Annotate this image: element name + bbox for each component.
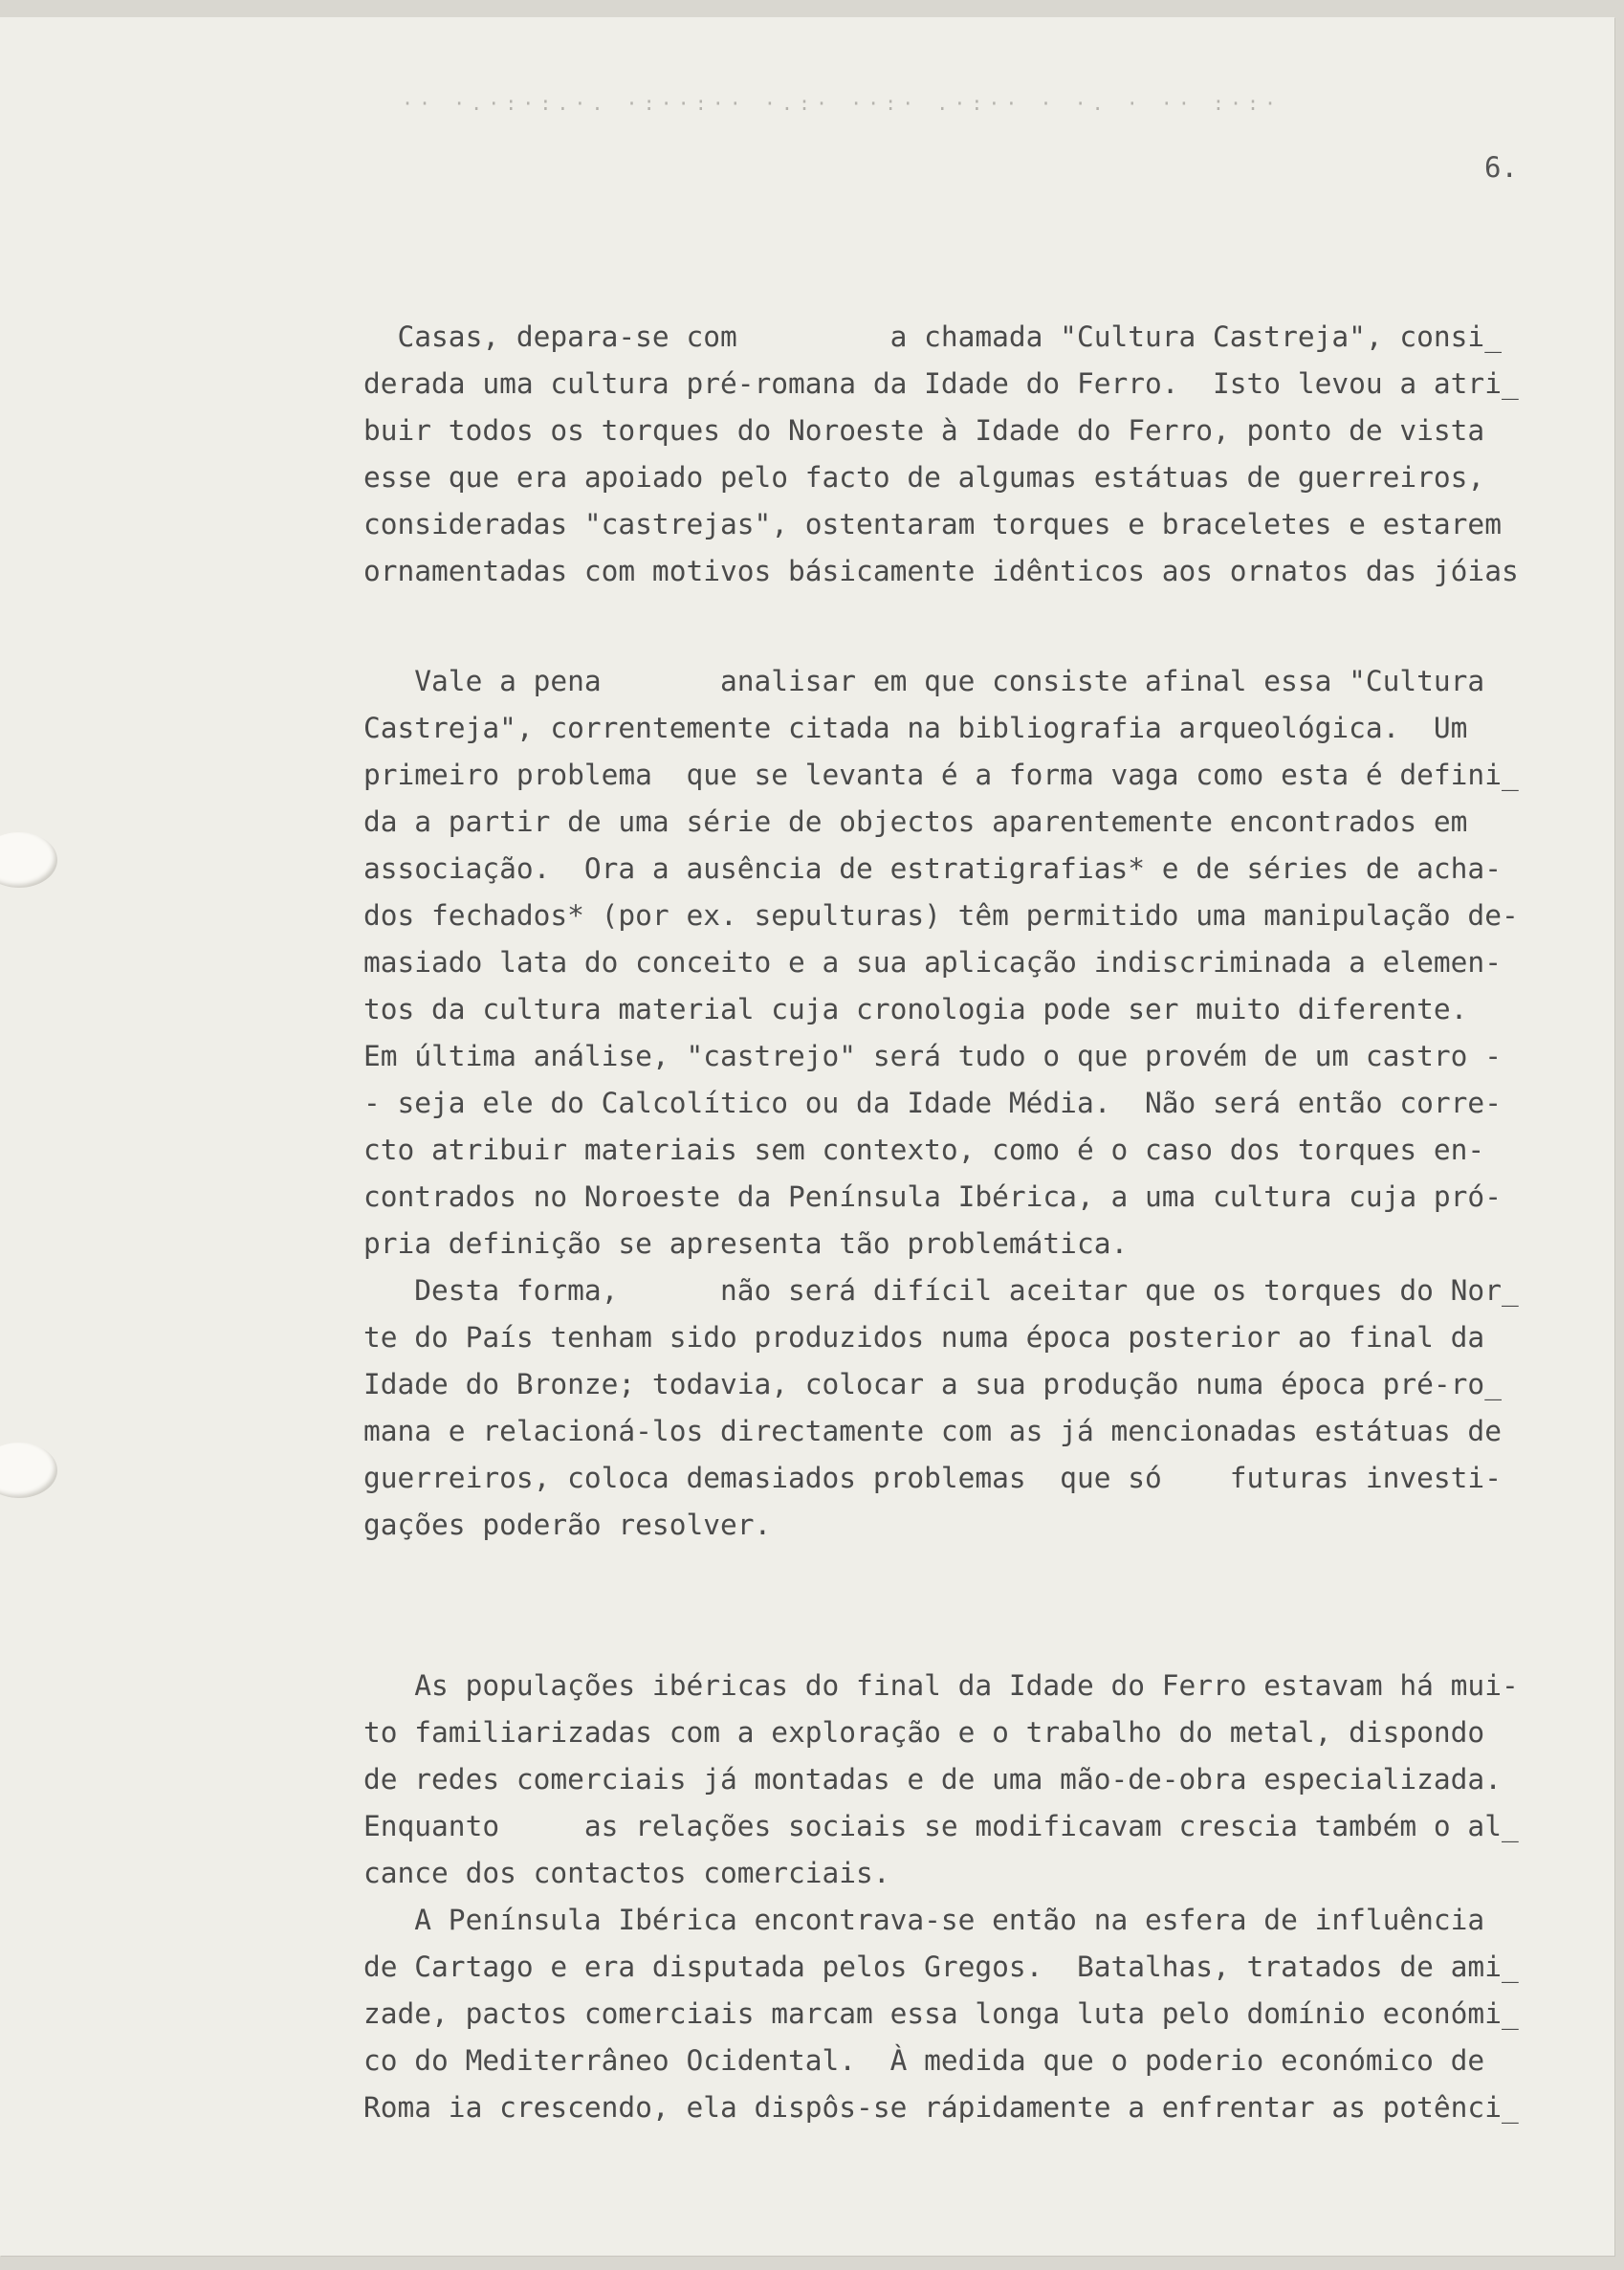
text-line: co do Mediterrâneo Ocidental. À medida que o poderio económico de — [363, 2044, 1485, 2077]
text-line: ornamentadas com motivos básicamente idênticos aos ornatos das jóias — [363, 555, 1519, 587]
paragraph-block-3 — [363, 1663, 1519, 2131]
text-line: Desta forma, não será difícil aceitar que os torques do Nor_ — [363, 1274, 1519, 1307]
text-line: zade, pactos comerciais marcam essa longa luta pelo domínio económi_ — [363, 1997, 1519, 2030]
text-line: de redes comerciais já montadas e de uma mão-de-obra especializada. — [363, 1763, 1502, 1796]
text-line: consideradas "castrejas", ostentaram torques e braceletes e estarem — [363, 508, 1502, 540]
text-line: de Cartago e era disputada pelos Gregos. Batalhas, tratados de ami_ — [363, 1950, 1519, 1983]
text-line: te do País tenham sido produzidos numa época posterior ao final da — [363, 1321, 1485, 1354]
text-line: Roma ia crescendo, ela dispôs-se rápidamente a enfrentar as potênci_ — [363, 2091, 1519, 2124]
text-line: to familiarizadas com a exploração e o trabalho do metal, dispondo — [363, 1716, 1485, 1749]
text-line: Vale a pena analisar em que consiste afinal essa "Cultura — [363, 665, 1485, 697]
text-line: buir todos os torques do Noroeste à Idade do Ferro, ponto de vista — [363, 414, 1485, 447]
text-line: Em última análise, "castrejo" será tudo o que provém de um castro - — [363, 1040, 1502, 1072]
punch-hole-lower — [0, 1443, 57, 1498]
text-line: guerreiros, coloca demasiados problemas que só futuras investi- — [363, 1462, 1502, 1494]
paragraph-block-1 — [363, 314, 1519, 595]
text-line: primeiro problema que se levanta é a forma vaga como esta é defini_ — [363, 759, 1519, 791]
punch-hole-upper — [0, 832, 57, 888]
text-line: - seja ele do Calcolítico ou da Idade Média. Não será então corre- — [363, 1087, 1502, 1119]
text-line: A Península Ibérica encontrava-se então na esfera de influência — [363, 1904, 1485, 1936]
text-line: gações poderão resolver. — [363, 1509, 772, 1541]
text-line: As populações ibéricas do final da Idade do Ferro estavam há mui- — [363, 1669, 1519, 1702]
text-line: Enquanto as relações sociais se modificavam crescia também o al_ — [363, 1810, 1519, 1842]
text-line: Castreja", correntemente citada na bibliografia arqueológica. Um — [363, 712, 1468, 744]
text-line: Idade do Bronze; todavia, colocar a sua produção numa época pré-ro_ — [363, 1368, 1502, 1400]
page-number: 6. — [1484, 151, 1518, 184]
paragraph-block-2 — [363, 658, 1519, 1549]
text-line: contrados no Noroeste da Península Ibérica, a uma cultura cuja pró- — [363, 1180, 1502, 1213]
text-line: Casas, depara-se com a chamada "Cultura Castreja", consi_ — [363, 320, 1502, 353]
document-page — [0, 17, 1614, 2256]
text-line: pria definição se apresenta tão problemática. — [363, 1227, 1129, 1260]
text-line: mana e relacioná-los directamente com as já mencionadas estátuas de — [363, 1415, 1502, 1447]
text-line: masiado lata do conceito e a sua aplicação indiscriminada a elemen- — [363, 946, 1502, 979]
text-line: associação. Ora a ausência de estratigrafias* e de séries de acha- — [363, 852, 1502, 885]
text-line: cto atribuir materiais sem contexto, como é o caso dos torques en- — [363, 1134, 1485, 1166]
text-line: tos da cultura material cuja cronologia pode ser muito diferente. — [363, 993, 1468, 1025]
text-line: esse que era apoiado pelo facto de algumas estátuas de guerreiros, — [363, 461, 1485, 494]
text-line: derada uma cultura pré-romana da Idade do Ferro. Isto levou a atri_ — [363, 367, 1519, 400]
text-line: dos fechados* (por ex. sepulturas) têm permitido uma manipulação de- — [363, 899, 1519, 932]
text-line: cance dos contactos comerciais. — [363, 1857, 890, 1889]
header-smudge: ·· ·.·:·:.·. ·:··:·· ·.:· ··:· .·:·· · ·. · ·· :·:· — [402, 92, 1283, 115]
text-line: da a partir de uma série de objectos aparentemente encontrados em — [363, 805, 1468, 838]
